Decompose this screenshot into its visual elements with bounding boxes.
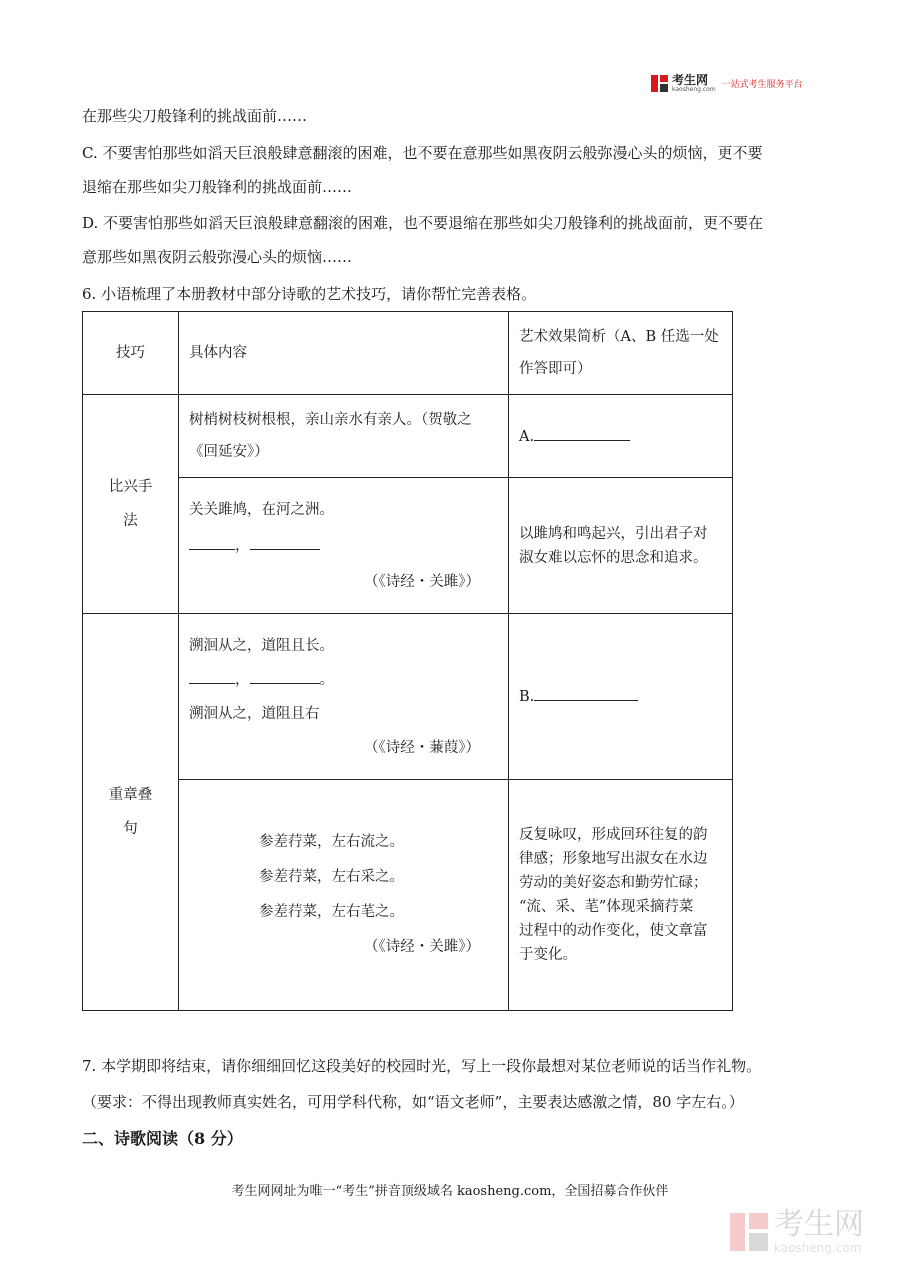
logo-slogan: 一站式考生服务平台 (721, 79, 803, 90)
content-fill-line (189, 528, 498, 564)
effect-cell (509, 478, 733, 614)
watermark-name: 考生网 (774, 1207, 864, 1242)
content-fill-line (189, 663, 498, 697)
content-line: 树梢树枝树根根，亲山亲水有亲人。（贺敬之 (189, 412, 472, 428)
option-b-continued: 在那些尖刀般锋利的挑战面前…… (82, 107, 308, 125)
question-7-line1: 7. 本学期即将结束，请你细细回忆这段美好的校园时光，写上一段你最想对某位老师说的话当作礼物。 (82, 1057, 762, 1075)
watermark-logo-icon (730, 1213, 768, 1251)
effect-line: “流、采、芼”体现采摘荇菜 (519, 899, 694, 915)
fill-blank[interactable] (189, 667, 235, 684)
effect-cell (509, 614, 733, 780)
technique-chongzhang-a: 重章叠 (108, 787, 153, 803)
header-effect (509, 312, 733, 395)
technique-chongzhang (83, 614, 179, 1011)
section-heading: 二、诗歌阅读（8 分） (82, 1129, 243, 1148)
effect-line: 过程中的动作变化，使文章富 (519, 923, 708, 939)
option-c-line2: 退缩在那些如尖刀般锋利的挑战面前…… (82, 178, 353, 196)
answer-blank-b[interactable] (534, 684, 638, 701)
effect-line: 于变化。 (519, 947, 577, 963)
header-logo[interactable] (651, 72, 803, 94)
content-line: 溯洄从之，道阻且长。 (189, 637, 334, 654)
option-d-line1: D. 不要害怕那些如滔天巨浪般肆意翻滚的困难，也不要退缩在那些如尖刀般锋利的挑战面前，更不要在 (82, 214, 764, 232)
content-line: 参差荇菜，左右流之。 (259, 834, 404, 850)
content-line: 《回延安》） (189, 444, 269, 460)
content-cell (179, 614, 509, 780)
logo-name: 考生网 (672, 72, 709, 87)
effect-line: 反复咏叹，形成回环往复的韵 (519, 827, 708, 843)
header-content: 具体内容 (179, 312, 509, 395)
table-row (83, 780, 733, 1011)
comma: ， (235, 537, 250, 554)
question-6: 6. 小语梳理了本册教材中部分诗歌的艺术技巧，请你帮忙完善表格。 (82, 285, 537, 303)
art-technique-table (82, 311, 733, 1011)
technique-chongzhang-b: 句 (123, 821, 138, 837)
fill-blank[interactable] (189, 533, 235, 550)
header-technique: 技巧 (83, 312, 179, 395)
content-line: 溯洄从之，道阻且右 (189, 705, 320, 722)
content-cell (179, 780, 509, 1011)
logo-icon (651, 75, 668, 92)
effect-line: 劳动的美好姿态和勤劳忙碌； (519, 875, 708, 891)
effect-line: 以雎鸠和鸣起兴，引出君子对 (519, 525, 708, 542)
content-source: （《诗经・关雎》） (364, 939, 480, 955)
content-line: 关关雎鸠，在河之洲。 (189, 501, 334, 518)
effect-line: 律感；形象地写出淑女在水边 (519, 851, 708, 867)
period: 。 (319, 671, 334, 688)
effect-cell (509, 395, 733, 478)
effect-cell (509, 780, 733, 1011)
answer-label-a: A. (519, 428, 535, 445)
effect-line: 淑女难以忘怀的思念和追求。 (519, 549, 708, 566)
table-row (83, 478, 733, 614)
table-row (83, 614, 733, 780)
content-source: （《诗经・蒹葭》） (364, 739, 480, 756)
technique-xing-b: 法 (123, 513, 138, 529)
header-effect-line1: 艺术效果简析（A、B 任选一处 (519, 329, 719, 345)
content-cell (179, 478, 509, 614)
fill-blank[interactable] (250, 533, 320, 550)
question-7-line2: （要求：不得出现教师真实姓名，可用学科代称，如“语文老师”，主要表达感激之情，80 字左右。） (82, 1093, 744, 1111)
table-row (83, 395, 733, 478)
page-footer: 考生网网址为唯一“考生”拼音顶级域名 kaosheng.com，全国招募合作伙伴 (231, 1184, 669, 1199)
answer-label-b: B. (519, 689, 535, 705)
content-line: 参差荇菜，左右采之。 (259, 869, 404, 885)
technique-xing (83, 395, 179, 614)
watermark (730, 1207, 864, 1255)
header-effect-line2: 作答即可） (519, 361, 592, 377)
content-line: 参差荇菜，左右芼之。 (259, 904, 404, 920)
logo-domain: kaosheng.com (672, 85, 716, 93)
technique-xing-a: 比兴手 (108, 479, 153, 495)
content-cell (179, 395, 509, 478)
answer-blank-a[interactable] (534, 424, 630, 441)
watermark-domain: kaosheng.com (774, 1241, 862, 1255)
option-c-line1: C. 不要害怕那些如滔天巨浪般肆意翻滚的困难，也不要在意那些如黑夜阴云般弥漫心头的烦恼，更不要 (82, 144, 763, 162)
content-source: （《诗经・关雎》） (364, 573, 480, 590)
option-d-line2: 意那些如黑夜阴云般弥漫心头的烦恼…… (82, 248, 353, 266)
comma: ， (235, 671, 250, 688)
fill-blank[interactable] (250, 667, 320, 684)
table-header-row (83, 312, 733, 395)
